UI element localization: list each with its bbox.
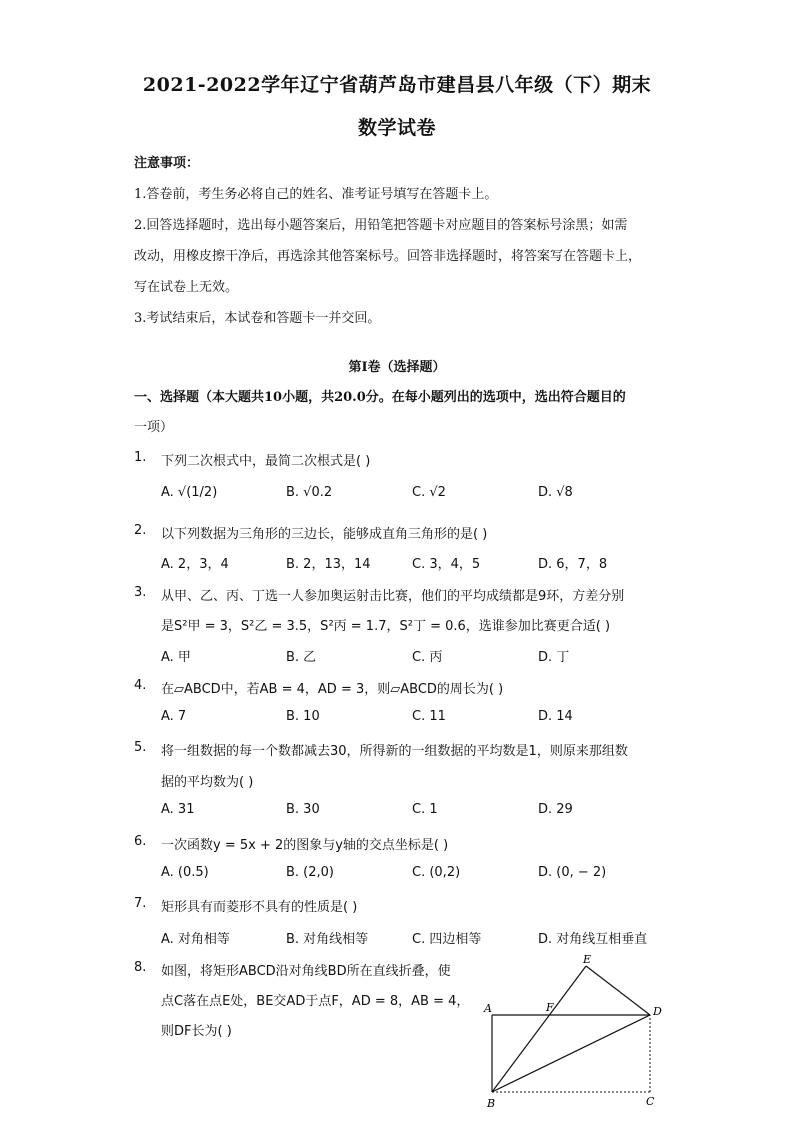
question-8-text-line2: 点C落在点E处，BE交AD于点F，AD = 8，AB = 4， <box>161 994 470 1009</box>
question-1-text: 下列二次根式中，最简二次根式是( ) <box>161 454 371 469</box>
label-f: F <box>546 1001 554 1014</box>
question-5-number: 5. <box>134 740 147 755</box>
question-4-option-a: A. 7 <box>161 709 187 724</box>
page-title-line2: 数学试卷 <box>357 117 436 139</box>
notes-line-3: 3.考试结束后，本试卷和答题卡一并交回。 <box>134 311 381 326</box>
question-7-option-a: A. 对角相等 <box>161 932 230 947</box>
question-7-number: 7. <box>134 896 147 911</box>
question-4-option-c: C. 11 <box>412 709 446 724</box>
question-8-text-line3: 则DF长为( ) <box>161 1024 232 1039</box>
question-6-option-b: B. (2,0) <box>286 865 335 880</box>
question-5-option-d: D. 29 <box>538 802 573 817</box>
question-1-option-d: D. √8 <box>538 485 573 500</box>
question-1-number: 1. <box>134 450 147 465</box>
section-intro-b: 一项） <box>134 420 174 435</box>
question-5-text: 将一组数据的每一个数都减去30，所得新的一组数据的平均数是1，则原来那组数 <box>161 744 628 759</box>
notes-heading: 注意事项： <box>134 156 200 171</box>
notes-line-2a: 2.回答选择题时，选出每小题答案后，用铅笔把答题卡对应题目的答案标号涂黑；如需 <box>134 218 628 233</box>
page-title-line1: 2021-2022学年辽宁省葫芦岛市建昌县八年级（下）期末 <box>142 74 652 96</box>
question-3-option-b: B. 乙 <box>286 650 317 665</box>
question-6-option-a: A. (0.5) <box>161 865 209 880</box>
label-c: C <box>646 1095 655 1108</box>
segment-bd <box>492 1015 650 1092</box>
question-1-option-c: C. √2 <box>412 485 446 500</box>
question-8-number: 8. <box>134 960 147 975</box>
question-5-option-b: B. 30 <box>286 802 320 817</box>
question-5-option-c: C. 1 <box>412 802 438 817</box>
question-7-text: 矩形具有而菱形不具有的性质是( ) <box>161 900 358 915</box>
question-5-option-a: A. 31 <box>161 802 195 817</box>
label-d: D <box>653 1005 662 1018</box>
notes-line-1: 1.答卷前，考生务必将自己的姓名、准考证号填写在答题卡上。 <box>134 187 498 202</box>
question-6-option-d: D. (0, − 2) <box>538 865 607 880</box>
question-7-option-b: B. 对角线相等 <box>286 932 369 947</box>
question-7-option-d: D. 对角线互相垂直 <box>538 932 648 947</box>
question-2-option-d: D. 6，7，8 <box>538 557 608 572</box>
question-4-option-b: B. 10 <box>286 709 320 724</box>
segment-ed <box>586 966 650 1015</box>
question-2-number: 2. <box>134 523 147 538</box>
question-1-option-b: B. √0.2 <box>286 485 333 500</box>
question-2-option-a: A. 2，3，4 <box>161 557 229 572</box>
question-6-number: 6. <box>134 834 147 849</box>
question-3-number: 3. <box>134 585 147 600</box>
question-4-number: 4. <box>134 678 147 693</box>
question-3-option-c: C. 丙 <box>412 650 443 665</box>
question-6-option-c: C. (0,2) <box>412 865 461 880</box>
question-3-text: 从甲、乙、丙、丁选一人参加奥运射击比赛，他们的平均成绩都是9环，方差分别 <box>161 589 625 604</box>
question-3-option-d: D. 丁 <box>538 650 570 665</box>
label-b: B <box>487 1097 496 1110</box>
question-8-figure <box>480 952 670 1112</box>
question-2-text: 以下列数据为三角形的三边长，能够成直角三角形的是( ) <box>161 527 488 542</box>
question-6-text: 一次函数y = 5x + 2的图象与y轴的交点坐标是( ) <box>161 838 449 853</box>
question-4-option-d: D. 14 <box>538 709 573 724</box>
question-5-text-line2: 据的平均数为( ) <box>161 775 254 790</box>
section-intro-a: 一、选择题（本大题共10小题，共20.0分。在每小题列出的选项中，选出符合题目的 <box>134 390 626 405</box>
question-3-text-line2: 是S²甲 = 3，S²乙 = 3.5，S²丙 = 1.7，S²丁 = 0.6，选谁参加比赛更合适( ) <box>161 619 611 634</box>
segment-be <box>492 966 586 1092</box>
notes-line-2c: 写在试卷上无效。 <box>134 280 239 295</box>
question-3-option-a: A. 甲 <box>161 650 191 665</box>
question-7-option-c: C. 四边相等 <box>412 932 482 947</box>
label-e: E <box>583 953 592 966</box>
question-2-option-c: C. 3，4，5 <box>412 557 481 572</box>
question-4-text: 在▱ABCD中，若AB = 4，AD = 3，则▱ABCD的周长为( ) <box>161 682 504 697</box>
question-8-text: 如图，将矩形ABCD沿对角线BD所在直线折叠，使 <box>161 964 451 979</box>
notes-line-2b: 改动，用橡皮擦干净后，再选涂其他答案标号。回答非选择题时，将答案写在答题卡上， <box>134 249 642 264</box>
question-2-option-b: B. 2，13，14 <box>286 557 371 572</box>
label-a: A <box>484 1002 492 1015</box>
section-title: 第Ⅰ卷（选择题） <box>348 360 446 375</box>
question-1-option-a: A. √(1/2) <box>161 485 218 500</box>
